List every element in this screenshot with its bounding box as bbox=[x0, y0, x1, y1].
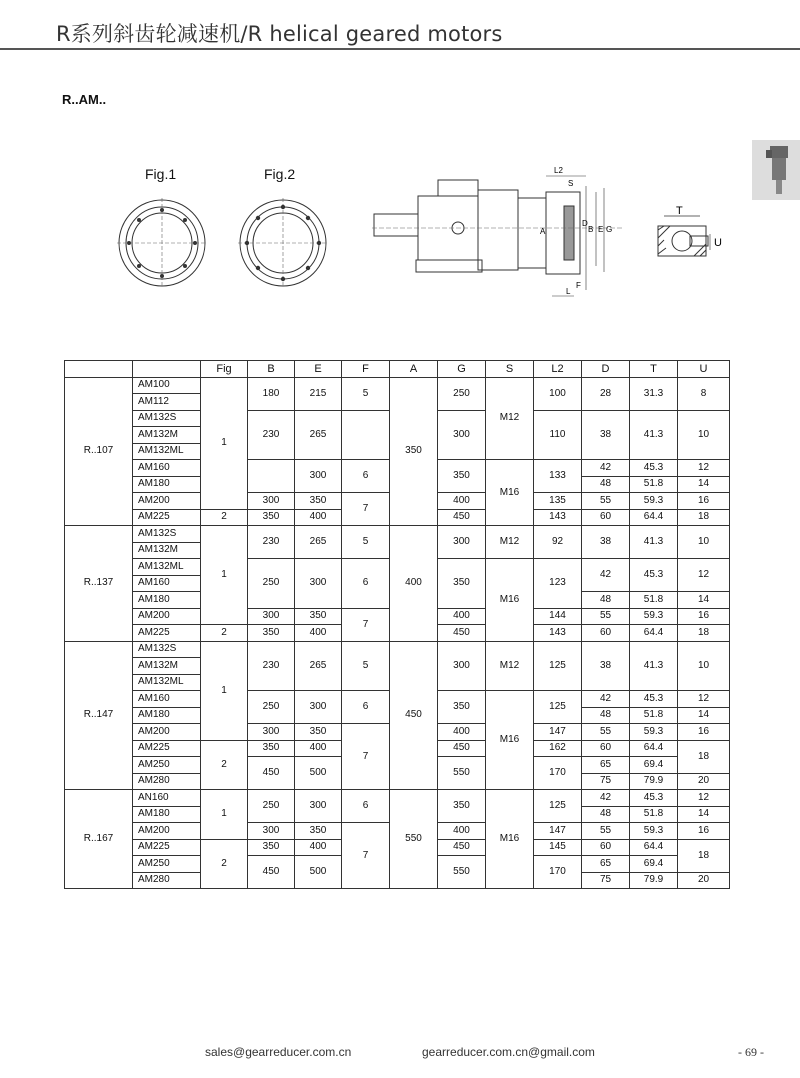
b-cell: 250 bbox=[248, 559, 295, 609]
t-cell: 69.4 bbox=[630, 856, 678, 873]
g-cell: 400 bbox=[438, 608, 486, 625]
d-cell: 65 bbox=[582, 856, 630, 873]
motor-model: AM132ML bbox=[133, 674, 201, 691]
s-cell: M12 bbox=[486, 377, 534, 460]
l2-cell: 143 bbox=[534, 625, 582, 642]
g-cell: 400 bbox=[438, 493, 486, 510]
a-cell: 550 bbox=[390, 790, 438, 889]
t-cell: 31.3 bbox=[630, 377, 678, 410]
fig1-label: Fig.1 bbox=[145, 166, 177, 182]
b-cell: 180 bbox=[248, 377, 295, 410]
fig-cell: 2 bbox=[201, 740, 248, 790]
e-cell: 215 bbox=[295, 377, 342, 410]
g-cell: 300 bbox=[438, 410, 486, 460]
b-cell: 450 bbox=[248, 856, 295, 889]
motor-model: AM180 bbox=[133, 592, 201, 609]
l2-cell: 144 bbox=[534, 608, 582, 625]
u-cell: 8 bbox=[678, 377, 730, 410]
header-cell: E bbox=[295, 361, 342, 378]
page-title: R系列斜齿轮减速机/R helical geared motors bbox=[56, 22, 503, 46]
d-cell: 55 bbox=[582, 724, 630, 741]
t-cell: 64.4 bbox=[630, 740, 678, 757]
label-t: T bbox=[676, 205, 683, 217]
d-cell: 42 bbox=[582, 790, 630, 807]
d-cell: 75 bbox=[582, 773, 630, 790]
t-cell: 41.3 bbox=[630, 526, 678, 559]
u-cell: 12 bbox=[678, 691, 730, 708]
u-cell: 18 bbox=[678, 625, 730, 642]
header-cell: Fig bbox=[201, 361, 248, 378]
u-cell: 12 bbox=[678, 790, 730, 807]
g-cell: 350 bbox=[438, 790, 486, 823]
d-cell: 55 bbox=[582, 608, 630, 625]
motor-model: AM132S bbox=[133, 526, 201, 543]
g-cell: 300 bbox=[438, 641, 486, 691]
fig1-flange-drawing bbox=[117, 198, 207, 288]
shaft-keyway-drawing bbox=[654, 204, 724, 264]
motor-thumbnail-icon bbox=[752, 140, 800, 200]
motor-model: AM132S bbox=[133, 641, 201, 658]
t-cell: 51.8 bbox=[630, 592, 678, 609]
d-cell: 28 bbox=[582, 377, 630, 410]
b-cell: 300 bbox=[248, 608, 295, 625]
g-cell: 450 bbox=[438, 839, 486, 856]
motor-model: AM132M bbox=[133, 658, 201, 675]
header-cell bbox=[65, 361, 133, 378]
d-cell: 55 bbox=[582, 493, 630, 510]
d-cell: 48 bbox=[582, 806, 630, 823]
fig2-flange-drawing bbox=[238, 198, 328, 288]
side-thumbnail bbox=[752, 140, 800, 200]
motor-model: AM180 bbox=[133, 476, 201, 493]
g-cell: 550 bbox=[438, 757, 486, 790]
g-cell: 350 bbox=[438, 691, 486, 724]
motor-model: AM180 bbox=[133, 806, 201, 823]
header-cell: U bbox=[678, 361, 730, 378]
g-cell: 400 bbox=[438, 724, 486, 741]
u-cell: 18 bbox=[678, 740, 730, 773]
b-cell: 450 bbox=[248, 757, 295, 790]
t-cell: 51.8 bbox=[630, 476, 678, 493]
header-cell: A bbox=[390, 361, 438, 378]
u-cell: 14 bbox=[678, 476, 730, 493]
label-e: E bbox=[598, 225, 604, 234]
motor-model: AM132M bbox=[133, 427, 201, 444]
u-cell: 16 bbox=[678, 493, 730, 510]
label-u: U bbox=[714, 237, 722, 249]
u-cell: 14 bbox=[678, 592, 730, 609]
fig-cell: 1 bbox=[201, 526, 248, 625]
t-cell: 64.4 bbox=[630, 509, 678, 526]
d-cell: 60 bbox=[582, 839, 630, 856]
motor-model: AM280 bbox=[133, 872, 201, 889]
e-cell: 500 bbox=[295, 856, 342, 889]
l2-cell: 125 bbox=[534, 691, 582, 724]
d-cell: 55 bbox=[582, 823, 630, 840]
fig-cell: 2 bbox=[201, 625, 248, 642]
header-cell bbox=[133, 361, 201, 378]
motor-model: AM225 bbox=[133, 509, 201, 526]
page-number: - 69 - bbox=[738, 1045, 764, 1059]
d-cell: 42 bbox=[582, 691, 630, 708]
d-cell: 60 bbox=[582, 509, 630, 526]
e-cell: 400 bbox=[295, 509, 342, 526]
motor-model: AM160 bbox=[133, 460, 201, 477]
header-cell: B bbox=[248, 361, 295, 378]
fig-cell: 1 bbox=[201, 641, 248, 740]
fig-cell: 1 bbox=[201, 790, 248, 840]
l2-cell: 145 bbox=[534, 839, 582, 856]
footer-email-gmail[interactable]: gearreducer.com.cn@gmail.com bbox=[422, 1045, 595, 1059]
e-cell: 400 bbox=[295, 839, 342, 856]
d-cell: 48 bbox=[582, 707, 630, 724]
b-cell: 350 bbox=[248, 509, 295, 526]
footer-email-sales[interactable]: sales@gearreducer.com.cn bbox=[205, 1045, 352, 1059]
b-cell: 230 bbox=[248, 641, 295, 691]
motor-model: AM225 bbox=[133, 625, 201, 642]
f-cell bbox=[342, 410, 390, 460]
u-cell: 18 bbox=[678, 509, 730, 526]
a-cell: 450 bbox=[390, 641, 438, 790]
t-cell: 41.3 bbox=[630, 641, 678, 691]
s-cell: M16 bbox=[486, 790, 534, 889]
motor-model: AM160 bbox=[133, 575, 201, 592]
l2-cell: 92 bbox=[534, 526, 582, 559]
u-cell: 14 bbox=[678, 707, 730, 724]
label-l2: L2 bbox=[554, 166, 563, 175]
e-cell: 400 bbox=[295, 740, 342, 757]
b-cell: 250 bbox=[248, 691, 295, 724]
l2-cell: 110 bbox=[534, 410, 582, 460]
motor-model: AM200 bbox=[133, 608, 201, 625]
e-cell: 300 bbox=[295, 460, 342, 493]
label-f: F bbox=[576, 281, 581, 290]
e-cell: 350 bbox=[295, 493, 342, 510]
f-cell: 5 bbox=[342, 377, 390, 410]
d-cell: 42 bbox=[582, 460, 630, 477]
e-cell: 300 bbox=[295, 559, 342, 609]
motor-model: AM132S bbox=[133, 410, 201, 427]
motor-model: AM132ML bbox=[133, 443, 201, 460]
e-cell: 300 bbox=[295, 790, 342, 823]
motor-model: AM225 bbox=[133, 740, 201, 757]
l2-cell: 147 bbox=[534, 823, 582, 840]
d-cell: 48 bbox=[582, 592, 630, 609]
dimension-table bbox=[64, 360, 730, 889]
d-cell: 38 bbox=[582, 526, 630, 559]
s-cell: M16 bbox=[486, 559, 534, 642]
d-cell: 42 bbox=[582, 559, 630, 592]
t-cell: 79.9 bbox=[630, 872, 678, 889]
l2-cell: 133 bbox=[534, 460, 582, 493]
u-cell: 10 bbox=[678, 410, 730, 460]
s-cell: M16 bbox=[486, 691, 534, 790]
f-cell: 6 bbox=[342, 691, 390, 724]
d-cell: 48 bbox=[582, 476, 630, 493]
gearbox-size: R..107 bbox=[65, 377, 133, 526]
e-cell: 265 bbox=[295, 526, 342, 559]
b-cell: 250 bbox=[248, 790, 295, 823]
l2-cell: 170 bbox=[534, 757, 582, 790]
motor-model: AM200 bbox=[133, 493, 201, 510]
e-cell: 350 bbox=[295, 724, 342, 741]
b-cell: 230 bbox=[248, 410, 295, 460]
motor-model: AM100 bbox=[133, 377, 201, 394]
u-cell: 16 bbox=[678, 724, 730, 741]
s-cell: M16 bbox=[486, 460, 534, 526]
t-cell: 59.3 bbox=[630, 608, 678, 625]
f-cell: 5 bbox=[342, 641, 390, 691]
header-cell: L2 bbox=[534, 361, 582, 378]
label-s: S bbox=[568, 179, 574, 188]
t-cell: 59.3 bbox=[630, 823, 678, 840]
header-divider bbox=[0, 48, 800, 50]
motor-model: AM180 bbox=[133, 707, 201, 724]
g-cell: 250 bbox=[438, 377, 486, 410]
t-cell: 69.4 bbox=[630, 757, 678, 774]
table-header-row bbox=[65, 361, 730, 378]
l2-cell: 162 bbox=[534, 740, 582, 757]
g-cell: 450 bbox=[438, 625, 486, 642]
b-cell: 300 bbox=[248, 823, 295, 840]
label-d: D bbox=[582, 219, 588, 228]
b-cell: 350 bbox=[248, 625, 295, 642]
d-cell: 75 bbox=[582, 872, 630, 889]
label-b: B bbox=[588, 225, 594, 234]
e-cell: 350 bbox=[295, 608, 342, 625]
table-row bbox=[65, 526, 730, 543]
g-cell: 300 bbox=[438, 526, 486, 559]
fig-cell: 2 bbox=[201, 839, 248, 889]
s-cell: M12 bbox=[486, 641, 534, 691]
motor-model: AM132M bbox=[133, 542, 201, 559]
e-cell: 500 bbox=[295, 757, 342, 790]
g-cell: 350 bbox=[438, 460, 486, 493]
gear-motor-side-drawing bbox=[372, 166, 622, 306]
u-cell: 12 bbox=[678, 559, 730, 592]
motor-model: AM160 bbox=[133, 691, 201, 708]
header-cell: S bbox=[486, 361, 534, 378]
e-cell: 265 bbox=[295, 641, 342, 691]
t-cell: 59.3 bbox=[630, 493, 678, 510]
motor-model: AM280 bbox=[133, 773, 201, 790]
d-cell: 38 bbox=[582, 410, 630, 460]
l2-cell: 170 bbox=[534, 856, 582, 889]
f-cell: 6 bbox=[342, 790, 390, 823]
b-cell: 300 bbox=[248, 493, 295, 510]
u-cell: 16 bbox=[678, 608, 730, 625]
fig-cell: 2 bbox=[201, 509, 248, 526]
g-cell: 550 bbox=[438, 856, 486, 889]
t-cell: 45.3 bbox=[630, 790, 678, 807]
g-cell: 350 bbox=[438, 559, 486, 609]
motor-model: AM200 bbox=[133, 724, 201, 741]
table-row bbox=[65, 790, 730, 807]
g-cell: 400 bbox=[438, 823, 486, 840]
t-cell: 45.3 bbox=[630, 691, 678, 708]
u-cell: 18 bbox=[678, 839, 730, 872]
label-g: G bbox=[606, 225, 613, 234]
t-cell: 41.3 bbox=[630, 410, 678, 460]
u-cell: 14 bbox=[678, 806, 730, 823]
l2-cell: 143 bbox=[534, 509, 582, 526]
label-l: L bbox=[566, 287, 571, 296]
gearbox-size: R..147 bbox=[65, 641, 133, 790]
table-row bbox=[65, 641, 730, 658]
l2-cell: 125 bbox=[534, 641, 582, 691]
label-a: A bbox=[540, 227, 546, 236]
f-cell: 6 bbox=[342, 559, 390, 609]
table-row bbox=[65, 377, 730, 394]
b-cell: 300 bbox=[248, 724, 295, 741]
f-cell: 7 bbox=[342, 608, 390, 641]
t-cell: 64.4 bbox=[630, 839, 678, 856]
gearbox-size: R..137 bbox=[65, 526, 133, 642]
t-cell: 64.4 bbox=[630, 625, 678, 642]
t-cell: 51.8 bbox=[630, 707, 678, 724]
f-cell: 5 bbox=[342, 526, 390, 559]
t-cell: 79.9 bbox=[630, 773, 678, 790]
header-cell: T bbox=[630, 361, 678, 378]
header-cell: G bbox=[438, 361, 486, 378]
d-cell: 65 bbox=[582, 757, 630, 774]
b-cell: 350 bbox=[248, 740, 295, 757]
motor-model: AM200 bbox=[133, 823, 201, 840]
fig-cell: 1 bbox=[201, 377, 248, 509]
d-cell: 60 bbox=[582, 625, 630, 642]
u-cell: 20 bbox=[678, 773, 730, 790]
f-cell: 7 bbox=[342, 493, 390, 526]
l2-cell: 123 bbox=[534, 559, 582, 609]
l2-cell: 147 bbox=[534, 724, 582, 741]
l2-cell: 125 bbox=[534, 790, 582, 823]
f-cell: 7 bbox=[342, 823, 390, 889]
t-cell: 45.3 bbox=[630, 460, 678, 477]
e-cell: 350 bbox=[295, 823, 342, 840]
l2-cell: 135 bbox=[534, 493, 582, 510]
header-cell: D bbox=[582, 361, 630, 378]
f-cell: 7 bbox=[342, 724, 390, 790]
u-cell: 10 bbox=[678, 526, 730, 559]
motor-model: AM250 bbox=[133, 757, 201, 774]
motor-model: AM250 bbox=[133, 856, 201, 873]
t-cell: 59.3 bbox=[630, 724, 678, 741]
b-cell bbox=[248, 460, 295, 493]
l2-cell: 100 bbox=[534, 377, 582, 410]
a-cell: 400 bbox=[390, 526, 438, 642]
motor-model: AN160 bbox=[133, 790, 201, 807]
a-cell: 350 bbox=[390, 377, 438, 526]
e-cell: 265 bbox=[295, 410, 342, 460]
motor-model: AM132ML bbox=[133, 559, 201, 576]
g-cell: 450 bbox=[438, 509, 486, 526]
d-cell: 38 bbox=[582, 641, 630, 691]
d-cell: 60 bbox=[582, 740, 630, 757]
t-cell: 51.8 bbox=[630, 806, 678, 823]
e-cell: 300 bbox=[295, 691, 342, 724]
g-cell: 450 bbox=[438, 740, 486, 757]
u-cell: 16 bbox=[678, 823, 730, 840]
u-cell: 20 bbox=[678, 872, 730, 889]
section-subtitle: R..AM.. bbox=[62, 92, 107, 107]
f-cell: 6 bbox=[342, 460, 390, 493]
u-cell: 10 bbox=[678, 641, 730, 691]
b-cell: 350 bbox=[248, 839, 295, 856]
motor-model: AM225 bbox=[133, 839, 201, 856]
s-cell: M12 bbox=[486, 526, 534, 559]
gearbox-size: R..167 bbox=[65, 790, 133, 889]
u-cell: 12 bbox=[678, 460, 730, 477]
t-cell: 45.3 bbox=[630, 559, 678, 592]
motor-model: AM112 bbox=[133, 394, 201, 411]
fig2-label: Fig.2 bbox=[264, 166, 296, 182]
header-cell: F bbox=[342, 361, 390, 378]
e-cell: 400 bbox=[295, 625, 342, 642]
b-cell: 230 bbox=[248, 526, 295, 559]
